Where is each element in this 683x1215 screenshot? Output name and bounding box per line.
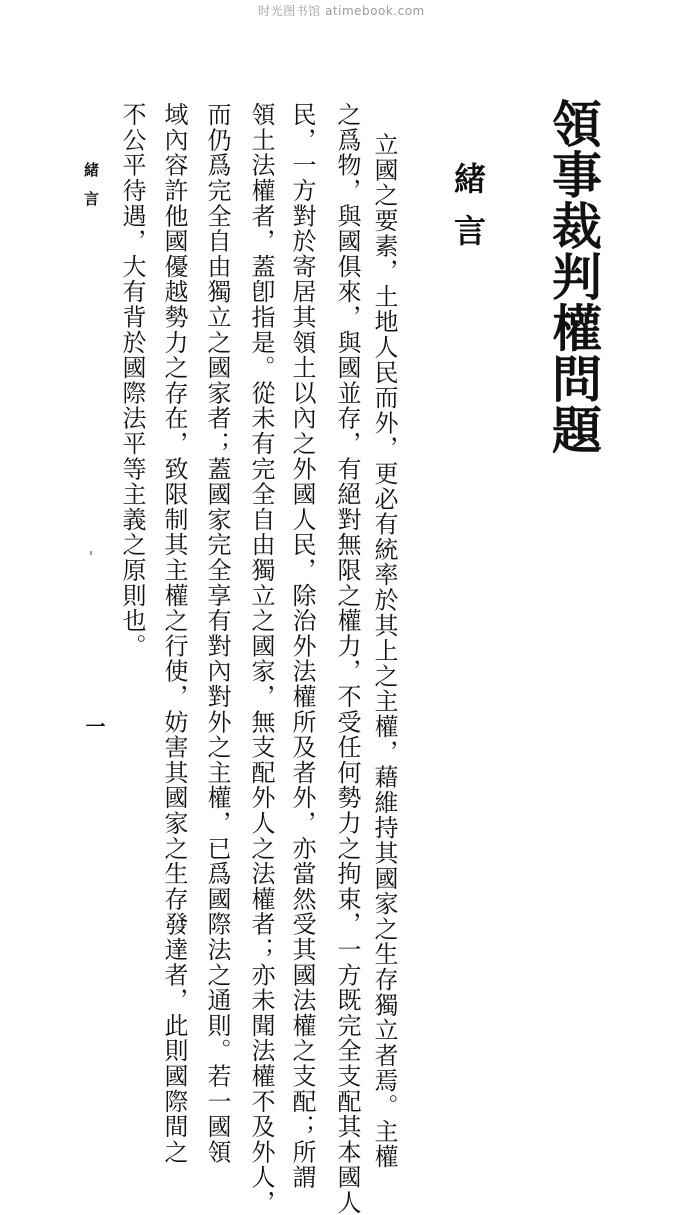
body-line-7: 不公平待遇，大有背於國際法平等主義之原則也。 <box>118 102 146 659</box>
body-line-5: 而仍爲完全自由獨立之國家者；蓋國家完全享有對內對外之主權，已爲國際法之通則。若一國領 <box>203 102 231 1165</box>
running-head: 緒言 <box>82 162 100 220</box>
book-title: 領事裁判權問題 <box>544 98 603 455</box>
body-line-4: 領土法權者，蓋卽指是。從未有完全自由獨立之國家，無支配外人之法權者；亦未聞法權不及外人， <box>247 102 275 1215</box>
body-line-6: 域內容許他國優越勢力之存在，致限制其主權之行使，妨害其國家之生存發達者，此則國際間之 <box>160 102 188 1165</box>
body-line-1: 立國之要素，土地人民而外，更必有統率於其上之主權，藉維持其國家之生存獨立者焉。主權 <box>370 132 398 1170</box>
chapter-title: 緒言 <box>449 162 487 266</box>
watermark-text: 时光图书馆 atimebook.com <box>258 4 425 18</box>
body-line-2: 之爲物，與國俱來，與國並存，有絕對無限之權力，不受任何勢力之拘束，一方既完全支配其本國人 <box>333 102 361 1215</box>
print-mark <box>90 551 92 555</box>
page-number: 一 <box>82 716 106 736</box>
body-line-3: 民，一方對於寄居其領土以內之外國人民，除治外法權所及者外，亦當然受其國法權之支配；所謂 <box>288 102 316 1190</box>
